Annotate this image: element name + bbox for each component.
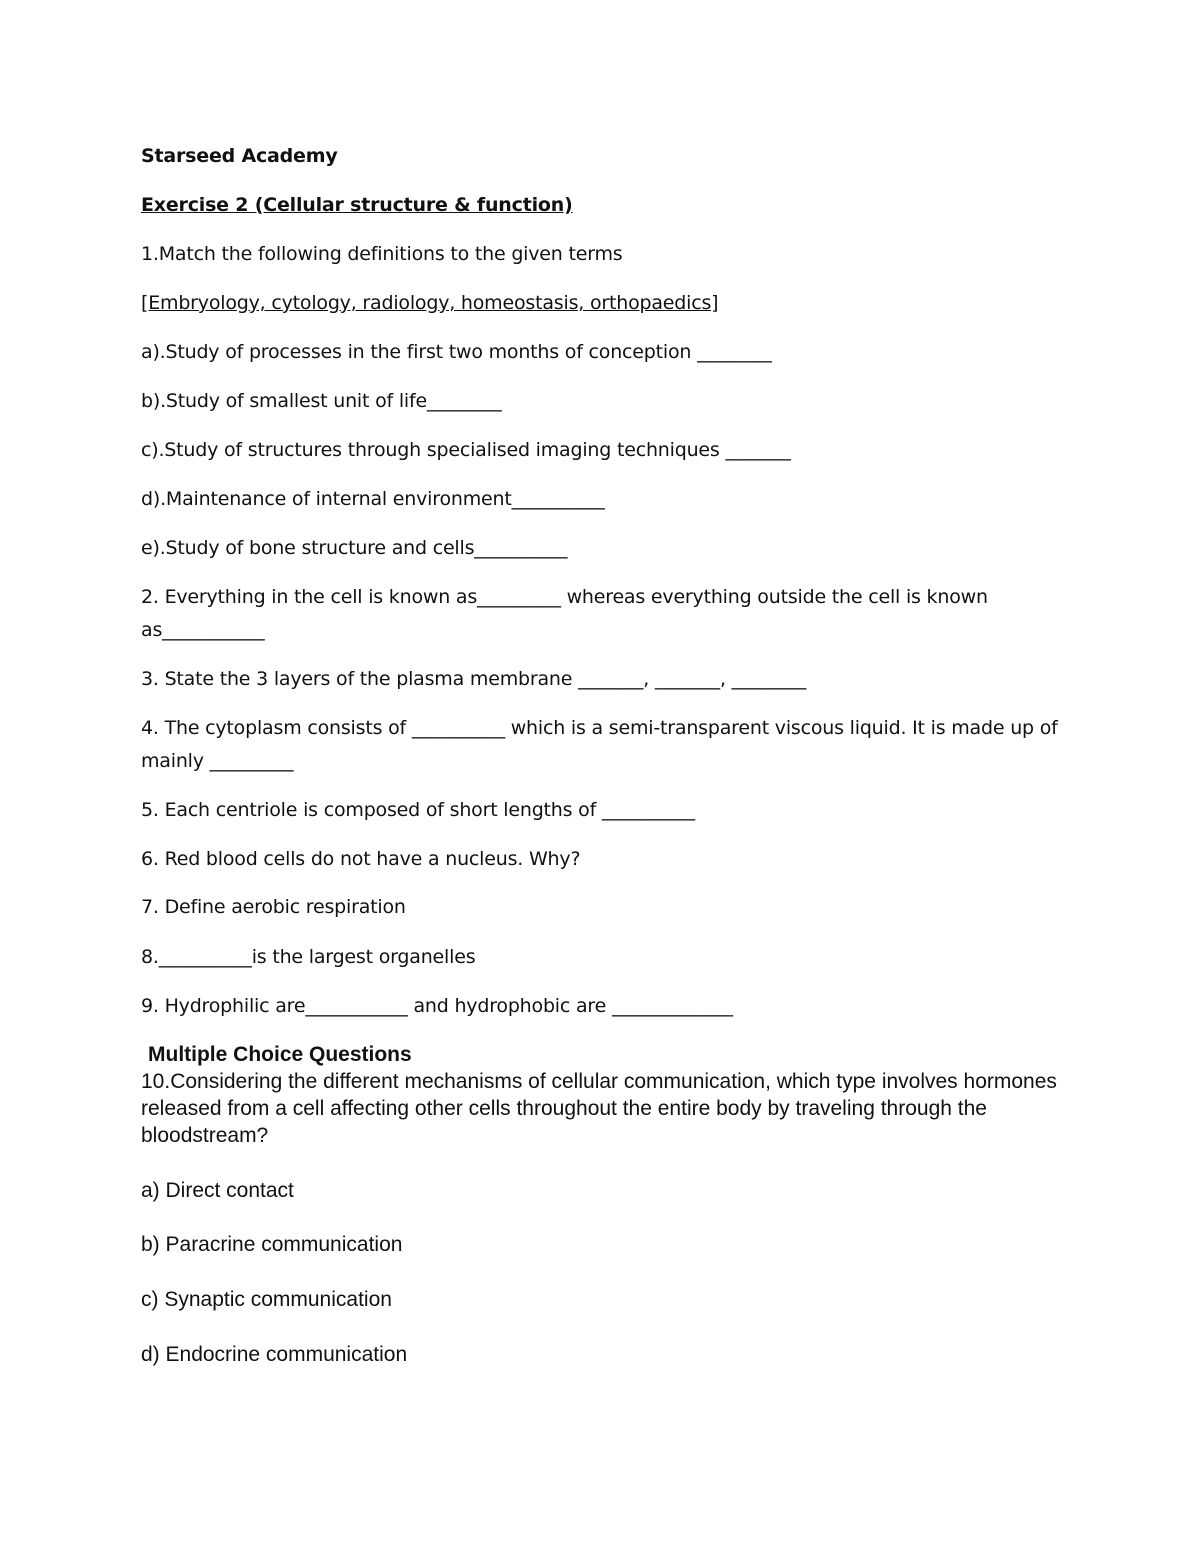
school-name: Starseed Academy <box>141 145 338 167</box>
matching-terms: [Embryology, cytology, radiology, homeostasis, orthopaedics] <box>141 292 719 314</box>
mcq-option-d: d) Endocrine communication <box>141 1343 408 1366</box>
matching-item-d: d).Maintenance of internal environment__________ <box>141 488 605 510</box>
matching-item-e: e).Study of bone structure and cells__________ <box>141 537 568 559</box>
question-9: 9. Hydrophilic are___________ and hydrophobic are _____________ <box>141 995 733 1017</box>
matching-item-c: c).Study of structures through specialised imaging techniques _______ <box>141 439 791 461</box>
matching-item-a: a).Study of processes in the first two months of conception ________ <box>141 341 772 363</box>
exercise-title: Exercise 2 (Cellular structure & function) <box>141 194 573 216</box>
matching-item-b: b).Study of smallest unit of life________ <box>141 390 502 412</box>
question-7: 7. Define aerobic respiration <box>141 896 406 918</box>
question-5: 5. Each centriole is composed of short lengths of __________ <box>141 799 695 821</box>
mcq-heading: Multiple Choice Questions <box>148 1043 412 1066</box>
matching-instruction: 1.Match the following definitions to the given terms <box>141 243 623 265</box>
mcq-option-c: c) Synaptic communication <box>141 1288 392 1311</box>
mcq-question-10: 10.Considering the different mechanisms of cellular communication, which type involves hormones released from a cell affecting other cells throughout the entire body by traveling through the bloodstream? <box>141 1070 1057 1147</box>
question-8: 8.__________is the largest organelles <box>141 946 476 968</box>
question-4: 4. The cytoplasm consists of __________ which is a semi-transparent viscous liquid. It is made up of mainly _________ <box>141 717 1058 772</box>
mcq-option-b: b) Paracrine communication <box>141 1233 403 1256</box>
question-3: 3. State the 3 layers of the plasma membrane _______, _______, ________ <box>141 668 807 690</box>
mcq-option-a: a) Direct contact <box>141 1179 294 1202</box>
question-2: 2. Everything in the cell is known as_________ whereas everything outside the cell is known as___________ <box>141 586 988 641</box>
question-6: 6. Red blood cells do not have a nucleus. Why? <box>141 848 581 870</box>
